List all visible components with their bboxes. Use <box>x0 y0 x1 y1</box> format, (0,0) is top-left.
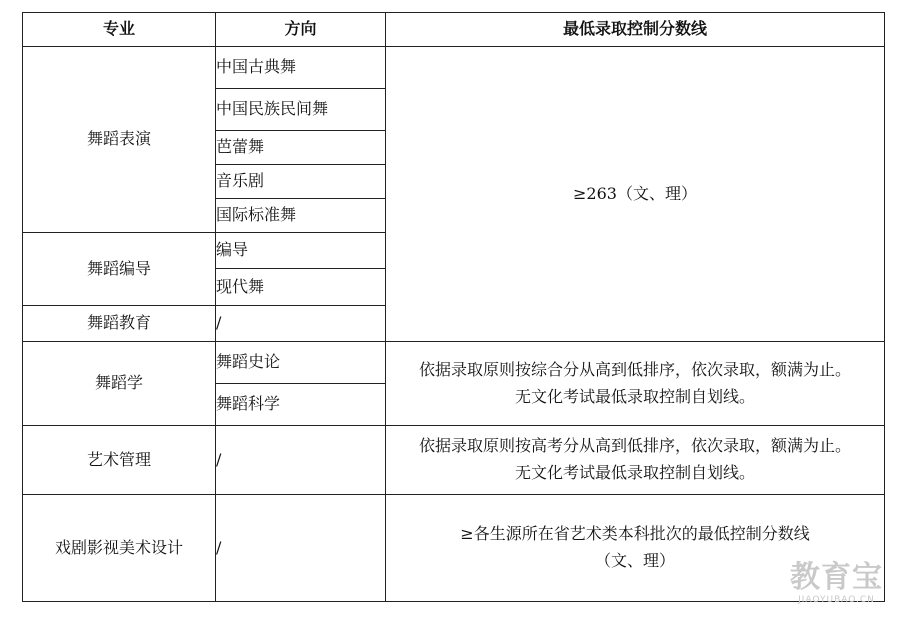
score-text-line: 依据录取原则按高考分从高到低排序，依次录取，额满为止。 <box>418 436 851 456</box>
table-row <box>23 47 885 89</box>
direction-cell: 现代舞 <box>216 269 386 306</box>
direction-cell: 芭蕾舞 <box>216 131 386 165</box>
admission-score-table <box>22 12 885 602</box>
score-group-a: ≥263（文、理） <box>386 47 885 342</box>
score-arts-management <box>386 426 885 495</box>
direction-cell: 中国民族民间舞 <box>216 89 386 131</box>
header-score: 最低录取控制分数线 <box>386 13 885 47</box>
watermark-text: 教育宝 <box>790 560 883 595</box>
direction-cell: 舞蹈史论 <box>216 342 386 384</box>
table-row <box>23 426 885 495</box>
major-stage-design: 戏剧影视美术设计 <box>23 495 216 602</box>
header-major: 专业 <box>23 13 216 47</box>
direction-cell: 编导 <box>216 233 386 269</box>
score-text-line: 无文化考试最低录取控制自划线。 <box>514 463 755 482</box>
major-dance-studies: 舞蹈学 <box>23 342 216 426</box>
watermark-url: JIAOYUBAO.CN <box>798 595 875 605</box>
major-dance-education: 舞蹈教育 <box>23 306 216 342</box>
major-choreography: 舞蹈编导 <box>23 233 216 306</box>
major-arts-management: 艺术管理 <box>23 426 216 495</box>
direction-cell: / <box>216 426 386 495</box>
score-text-line: ≥各生源所在省艺术类本科批次的最低控制分数线 <box>460 524 810 544</box>
header-row <box>23 13 885 47</box>
direction-cell: 国际标准舞 <box>216 199 386 233</box>
score-dance-studies <box>386 342 885 426</box>
direction-cell: / <box>216 495 386 602</box>
direction-cell: 中国古典舞 <box>216 47 386 89</box>
major-dance-performance: 舞蹈表演 <box>23 47 216 233</box>
score-text-line: （文、理） <box>594 551 675 570</box>
table-row <box>23 342 885 384</box>
direction-cell: 音乐剧 <box>216 165 386 199</box>
score-stage-design <box>386 495 885 602</box>
score-text-line: 依据录取原则按综合分从高到低排序，依次录取，额满为止。 <box>418 359 851 379</box>
direction-cell: / <box>216 306 386 342</box>
direction-cell: 舞蹈科学 <box>216 384 386 426</box>
header-direction: 方向 <box>216 13 386 47</box>
table-row <box>23 495 885 602</box>
score-text-line: 无文化考试最低录取控制自划线。 <box>514 386 755 406</box>
